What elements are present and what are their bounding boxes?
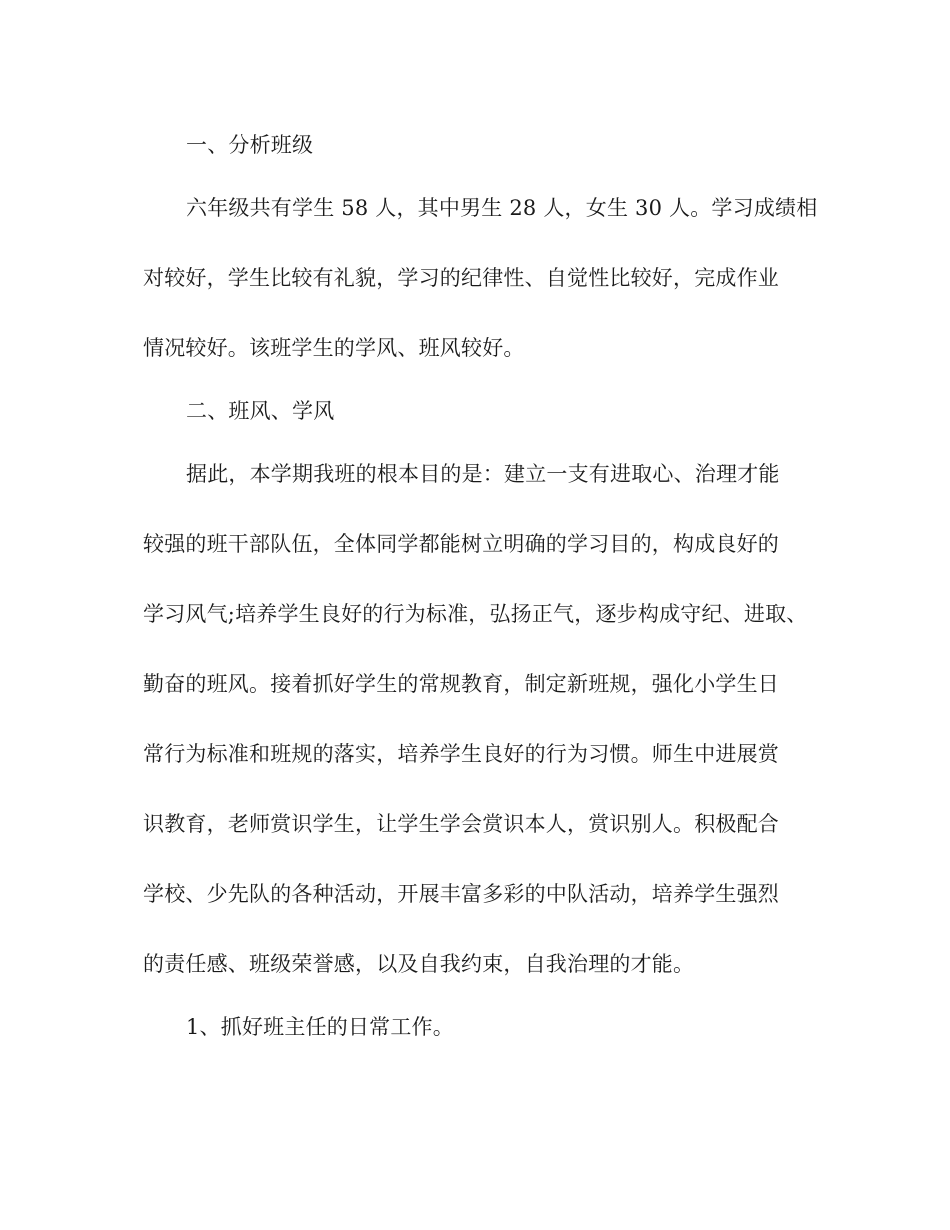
paragraph-line: 六年级共有学生 58 人，其中男生 28 人，女生 30 人。学习成绩相 <box>186 196 818 220</box>
paragraph-line: 对较好，学生比较有礼貌，学习的纪律性、自觉性比较好，完成作业 <box>143 266 779 290</box>
paragraph-line: 常行为标准和班规的落实，培养学生良好的行为习惯。师生中进展赏 <box>143 742 779 766</box>
paragraph-line: 学校、少先队的各种活动，开展丰富多彩的中队活动，培养学生强烈 <box>143 882 779 906</box>
paragraph-line: 的责任感、班级荣誉感，以及自我约束，自我治理的才能。 <box>143 952 695 976</box>
paragraph-line: 据此，本学期我班的根本目的是：建立一支有进取心、治理才能 <box>186 462 780 486</box>
paragraph-line: 情况较好。该班学生的学风、班风较好。 <box>143 336 525 360</box>
paragraph-line: 学习风气;培养学生良好的行为标准，弘扬正气，逐步构成守纪、进取、 <box>143 602 808 626</box>
section-heading-class-analysis: 一、分析班级 <box>186 133 314 157</box>
paragraph-line: 识教育，老师赏识学生，让学生学会赏识本人，赏识别人。积极配合 <box>143 812 779 836</box>
paragraph-line: 较强的班干部队伍，全体同学都能树立明确的学习目的，构成良好的 <box>143 532 779 556</box>
paragraph-line: 勤奋的班风。接着抓好学生的常规教育，制定新班规，强化小学生日 <box>143 672 779 696</box>
subsection-heading-daily-work: 1、抓好班主任的日常工作。 <box>186 1015 454 1039</box>
section-heading-class-style: 二、班风、学风 <box>186 399 335 423</box>
